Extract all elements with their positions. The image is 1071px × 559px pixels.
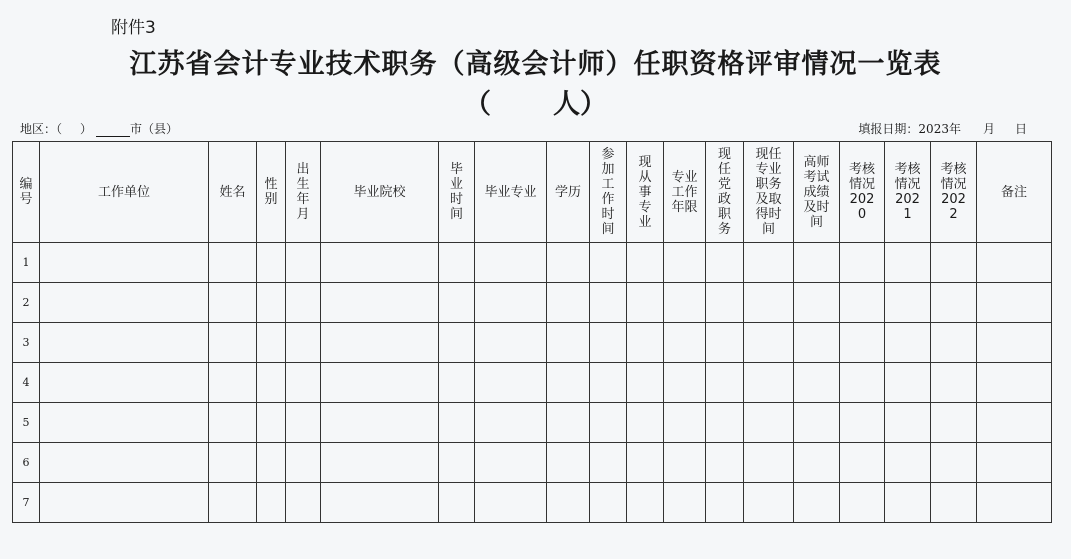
table-cell <box>664 323 706 363</box>
table-cell <box>977 403 1052 443</box>
table-cell <box>840 283 885 323</box>
table-cell <box>885 483 931 523</box>
table-cell <box>977 483 1052 523</box>
table-cell <box>627 443 664 483</box>
table-cell <box>439 443 475 483</box>
table-cell <box>286 443 321 483</box>
table-row <box>13 363 1052 403</box>
table-cell <box>706 403 744 443</box>
table-cell <box>885 403 931 443</box>
table-cell <box>794 363 840 403</box>
attachment-label: 附件3 <box>111 18 156 38</box>
table-cell <box>840 443 885 483</box>
row-number: 3 <box>13 323 40 363</box>
table-cell <box>977 323 1052 363</box>
table-cell <box>931 243 977 283</box>
subtitle-open: （ <box>464 89 491 120</box>
region-prefix: 地区：（ <box>20 122 63 136</box>
row-number: 7 <box>13 483 40 523</box>
header-cell: 工作单位 <box>40 142 209 243</box>
document-title: 江苏省会计专业技术职务（高级会计师）任职资格评审情况一览表 <box>129 49 942 80</box>
table-cell <box>475 363 547 403</box>
table-cell <box>590 323 627 363</box>
table-cell <box>209 483 257 523</box>
table-cell <box>475 283 547 323</box>
table-cell <box>547 323 590 363</box>
table-cell <box>744 363 794 403</box>
table-cell <box>664 243 706 283</box>
table-cell <box>627 243 664 283</box>
table-cell <box>706 443 744 483</box>
table-cell <box>209 443 257 483</box>
header-cell: 编号 <box>13 142 40 243</box>
table-cell <box>257 283 286 323</box>
month-label: 月 <box>982 122 995 136</box>
table-cell <box>475 443 547 483</box>
table-cell <box>885 363 931 403</box>
table-cell <box>439 243 475 283</box>
table-cell <box>321 283 439 323</box>
header-cell: 高师考试成绩及时间 <box>794 142 840 243</box>
table-cell <box>40 443 209 483</box>
header-cell: 考核情况2020 <box>840 142 885 243</box>
table-header-row <box>13 142 1052 243</box>
header-cell: 姓名 <box>209 142 257 243</box>
row-number: 5 <box>13 403 40 443</box>
table-cell <box>977 243 1052 283</box>
header-cell: 现任专业职务及取得时间 <box>744 142 794 243</box>
region-city: 市（县） <box>130 122 179 136</box>
table-cell <box>547 403 590 443</box>
header-cell: 出生年月 <box>286 142 321 243</box>
row-number: 6 <box>13 443 40 483</box>
table-cell <box>475 243 547 283</box>
table-cell <box>590 403 627 443</box>
subtitle-close: 人） <box>553 89 607 120</box>
table-row <box>13 243 1052 283</box>
table-cell <box>257 243 286 283</box>
table-cell <box>547 443 590 483</box>
region-line <box>20 120 178 137</box>
table-cell <box>794 483 840 523</box>
table-cell <box>439 403 475 443</box>
table-cell <box>209 323 257 363</box>
table-cell <box>885 323 931 363</box>
table-cell <box>439 323 475 363</box>
header-cell: 考核情况2021 <box>885 142 931 243</box>
table-cell <box>286 403 321 443</box>
table-cell <box>840 403 885 443</box>
table-cell <box>706 283 744 323</box>
table-cell <box>664 483 706 523</box>
table-cell <box>627 363 664 403</box>
fill-date-line <box>858 120 1027 137</box>
table-cell <box>321 243 439 283</box>
table-cell <box>321 483 439 523</box>
table-cell <box>590 283 627 323</box>
table-row <box>13 403 1052 443</box>
table-cell <box>321 363 439 403</box>
table-cell <box>664 363 706 403</box>
table-cell <box>439 483 475 523</box>
table-cell <box>931 323 977 363</box>
table-cell <box>744 403 794 443</box>
table-cell <box>706 483 744 523</box>
header-cell: 备注 <box>977 142 1052 243</box>
table-cell <box>664 443 706 483</box>
table-cell <box>931 403 977 443</box>
table-cell <box>977 283 1052 323</box>
header-cell: 现从事专业 <box>627 142 664 243</box>
table-cell <box>321 443 439 483</box>
table-cell <box>547 363 590 403</box>
table-cell <box>744 483 794 523</box>
table-cell <box>40 323 209 363</box>
table-row <box>13 483 1052 523</box>
table-row <box>13 283 1052 323</box>
header-cell: 专业工作年限 <box>664 142 706 243</box>
table-cell <box>931 483 977 523</box>
table-cell <box>840 483 885 523</box>
table-cell <box>257 403 286 443</box>
table-cell <box>257 483 286 523</box>
region-blank <box>96 124 130 137</box>
table-cell <box>590 363 627 403</box>
table-cell <box>40 483 209 523</box>
header-cell: 参加工作时间 <box>590 142 627 243</box>
table-cell <box>547 483 590 523</box>
row-number: 1 <box>13 243 40 283</box>
table-cell <box>885 243 931 283</box>
table-cell <box>794 283 840 323</box>
table-cell <box>475 403 547 443</box>
day-label: 日 <box>1014 122 1027 136</box>
table-cell <box>40 403 209 443</box>
table-cell <box>590 243 627 283</box>
table-cell <box>664 403 706 443</box>
table-cell <box>840 363 885 403</box>
header-cell: 学历 <box>547 142 590 243</box>
header-cell: 毕业时间 <box>439 142 475 243</box>
table-cell <box>547 283 590 323</box>
table-cell <box>627 483 664 523</box>
table-cell <box>321 323 439 363</box>
fill-date-label: 填报日期：2023年 <box>858 122 961 136</box>
table-cell <box>744 323 794 363</box>
table-cell <box>209 403 257 443</box>
table-cell <box>475 323 547 363</box>
table-cell <box>840 243 885 283</box>
table-cell <box>931 283 977 323</box>
table-cell <box>257 323 286 363</box>
table-cell <box>286 283 321 323</box>
table-cell <box>794 443 840 483</box>
row-number: 2 <box>13 283 40 323</box>
table-cell <box>840 323 885 363</box>
table-cell <box>547 243 590 283</box>
table-row <box>13 323 1052 363</box>
table-cell <box>590 483 627 523</box>
evaluation-table <box>12 141 1052 523</box>
table-cell <box>286 363 321 403</box>
table-cell <box>794 243 840 283</box>
table-cell <box>209 243 257 283</box>
table-cell <box>744 283 794 323</box>
table-cell <box>590 443 627 483</box>
header-cell: 毕业专业 <box>475 142 547 243</box>
table-cell <box>706 323 744 363</box>
header-cell: 毕业院校 <box>321 142 439 243</box>
table-cell <box>439 283 475 323</box>
header-cell: 性别 <box>257 142 286 243</box>
table-cell <box>794 323 840 363</box>
table-cell <box>885 283 931 323</box>
table-cell <box>931 443 977 483</box>
document-subtitle <box>0 82 1071 121</box>
table-row <box>13 443 1052 483</box>
table-cell <box>627 403 664 443</box>
table-cell <box>286 243 321 283</box>
table-cell <box>475 483 547 523</box>
table-cell <box>706 363 744 403</box>
table-cell <box>627 283 664 323</box>
row-number: 4 <box>13 363 40 403</box>
table-cell <box>209 283 257 323</box>
header-cell: 考核情况2022 <box>931 142 977 243</box>
table-cell <box>885 443 931 483</box>
table-cell <box>286 483 321 523</box>
table-cell <box>931 363 977 403</box>
table-cell <box>257 363 286 403</box>
table-cell <box>706 243 744 283</box>
region-paren-close: ） <box>80 122 93 136</box>
table-cell <box>40 283 209 323</box>
table-cell <box>744 443 794 483</box>
table-cell <box>209 363 257 403</box>
table-cell <box>286 323 321 363</box>
table-cell <box>744 243 794 283</box>
table-cell <box>794 403 840 443</box>
table-cell <box>977 363 1052 403</box>
table-cell <box>40 243 209 283</box>
table-cell <box>627 323 664 363</box>
table-cell <box>257 443 286 483</box>
table-cell <box>439 363 475 403</box>
table-cell <box>40 363 209 403</box>
table-cell <box>977 443 1052 483</box>
table-cell <box>321 403 439 443</box>
header-cell: 现任党政职务 <box>706 142 744 243</box>
table-cell <box>664 283 706 323</box>
